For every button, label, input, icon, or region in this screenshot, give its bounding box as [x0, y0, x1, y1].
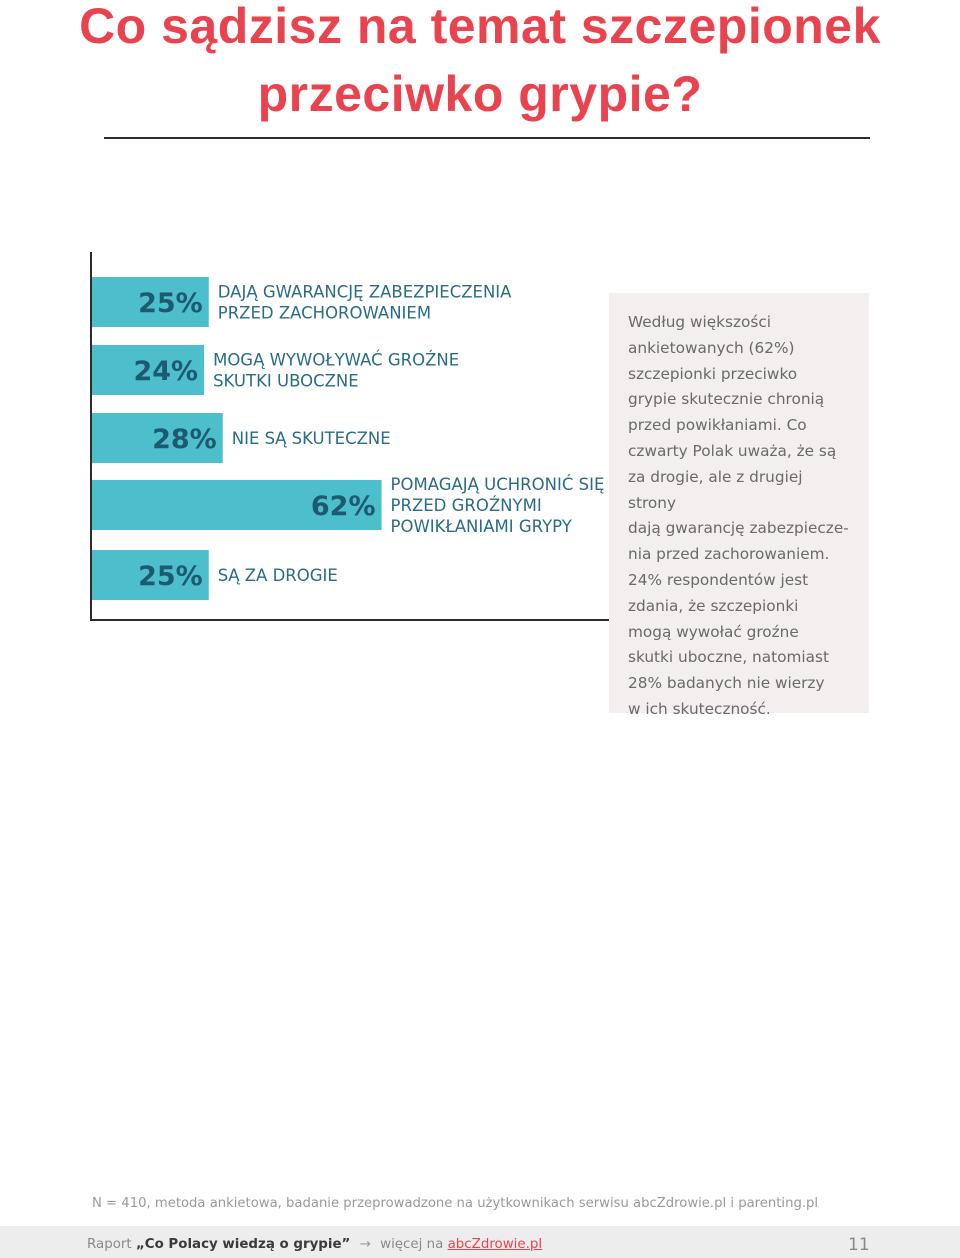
footer-report-title: „Co Polacy wiedzą o grypie”: [135, 1237, 351, 1252]
summary-line: skutki uboczne, natomiast: [628, 648, 829, 667]
summary-line: czwarty Polak uważa, że są: [628, 441, 837, 460]
footer-more-prefix: więcej na: [380, 1237, 444, 1252]
summary-line: 28% badanych nie wierzy: [628, 674, 825, 693]
summary-line: mogą wywołać groźne: [628, 622, 799, 641]
bar-value-label: 25%: [138, 561, 203, 592]
summary-line: za drogie, ale z drugiej strony: [628, 467, 803, 512]
summary-line: zdania, że szczepionki: [628, 596, 799, 615]
summary-line: grypie skutecznie chronią: [628, 390, 825, 409]
bar-value-label: 62%: [310, 491, 376, 522]
bar-category-label: SĄ ZA DROGIE: [217, 566, 338, 585]
methodology-footnote: N = 410, metoda ankietowa, badanie przeprowadzone na użytkownikach serwisu abcZdrowie.pl i parenting.pl: [92, 1196, 819, 1211]
summary-line: dają gwarancję zabezpiecze-: [628, 519, 849, 538]
summary-box: [609, 293, 869, 718]
summary-line: Według większości: [628, 313, 771, 331]
summary-line: przed powikłaniami. Co: [628, 416, 807, 435]
bar-category-label: PRZED GROŹNYMI: [390, 496, 542, 515]
bar-category-label: PRZED ZACHOROWANIEM: [217, 303, 432, 323]
summary-line: ankietowanych (62%): [628, 338, 795, 357]
summary-line: nia przed zachorowaniem.: [628, 545, 830, 564]
bar-category-label: POWIKŁANIAMI GRYPY: [390, 517, 572, 536]
bar-value-label: 28%: [152, 424, 217, 455]
arrow-right-icon: →: [359, 1237, 371, 1252]
summary-line: w ich skuteczność.: [628, 699, 771, 718]
bar-category-label: POMAGAJĄ UCHRONIĆ SIĘ: [390, 475, 605, 494]
footer-site-link[interactable]: abcZdrowie.pl: [447, 1237, 543, 1252]
bar-value-label: 24%: [133, 356, 199, 387]
footer-report-info: [87, 1237, 542, 1252]
summary-text: [628, 310, 853, 723]
summary-line: szczepionki przeciwko: [628, 364, 798, 383]
bar-value-label: 25%: [138, 288, 203, 319]
page-title: Co sądzisz na temat szczepionek przeciwko grypie?: [79, 0, 881, 122]
footer: [0, 1226, 960, 1258]
bar-category-label: SKUTKI UBOCZNE: [213, 371, 359, 391]
summary-line: 24% respondentów jest: [628, 570, 809, 589]
page-number: 11: [848, 1235, 870, 1255]
footer-report-prefix: Raport: [87, 1237, 132, 1252]
bar-category-label: MOGĄ WYWOŁYWAĆ GROŹNE: [213, 350, 460, 370]
bar-category-label: DAJĄ GWARANCJĘ ZABEZPIECZENIA: [217, 282, 512, 302]
bar-category-label: NIE SĄ SKUTECZNE: [231, 429, 391, 448]
